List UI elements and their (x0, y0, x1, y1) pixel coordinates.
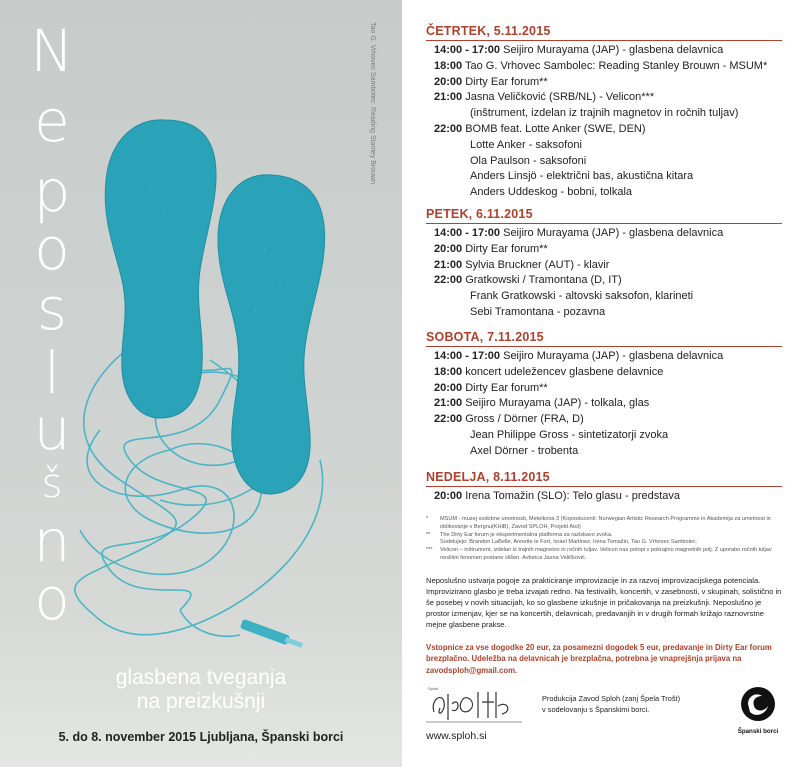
schedule-text: Seijiro Murayama (JAP) - tolkala, glas (462, 397, 650, 410)
schedule-time: 14:00 - 17:00 (434, 227, 501, 239)
schedule-text: Seijiro Murayama (JAP) - glasbena delavnica (500, 44, 724, 56)
schedule-text: Gratkowski / Tramontana (D, IT) (462, 274, 622, 287)
schedule-item (434, 382, 548, 394)
day-heading: PETEK, 6.11.2015 (426, 207, 533, 221)
schedule-item (434, 366, 663, 378)
schedule-item (434, 76, 548, 88)
schedule-item (470, 170, 693, 182)
day-divider (426, 346, 782, 347)
schedule-item (470, 155, 586, 167)
insoles-illustration (40, 100, 370, 660)
schedule-item (434, 123, 646, 135)
title-letter: l (43, 339, 61, 407)
schedule-time: 22:00 (434, 123, 463, 135)
footnote-text: MSUM - muzej sodobne umetnosti, Metelkova 3 (Koproducenti: Norwegian Artistic Research Programme in Akademija za umetnost in oblikovanje v Bergnu(KHiB), Zavod SPLOH, Projekt Atol) (440, 516, 771, 530)
schedule-text: Axel Dörner - trobenta (470, 444, 579, 457)
production-credits (542, 693, 680, 715)
title-letter: o (34, 215, 70, 283)
schedule-text: Dirty Ear forum** (462, 75, 548, 88)
schedule-text: Gross / Dörner (FRA, D) (462, 413, 584, 426)
signature-logo (426, 682, 526, 726)
schedule-item (470, 306, 605, 318)
title-letter: n (33, 507, 71, 575)
day-heading: SOBOTA, 7.11.2015 (426, 330, 544, 344)
day-heading: ČETRTEK, 5.11.2015 (426, 24, 551, 38)
website-link[interactable]: www.sploh.si (426, 730, 487, 742)
footnote-text: Velicon – inštrument, izdelan iz trajnih magnetov in ročnih tuljav. Velicon nas potopi v pokrajino magnetnih polj. Z uporabo ročnih tuljav neslišni fenomen postane slišen. Avtorica Jasna Veličković. (440, 547, 772, 562)
schedule-text: Ola Paulson - saksofoni (470, 154, 587, 167)
footnote (426, 539, 786, 547)
footnote-mark: * (426, 516, 429, 522)
footnote (426, 532, 786, 540)
schedule-item (470, 429, 668, 441)
footnote-mark: ** (426, 531, 431, 538)
schedule-text: BOMB feat. Lotte Anker (SWE, DEN) (462, 123, 646, 135)
title-letter: N (30, 17, 74, 85)
title-letter: s (36, 275, 68, 343)
schedule-time: 20:00 (434, 242, 463, 255)
subtitle-line-1: glasbena tveganja (115, 666, 287, 689)
logo-text: Španski borci (737, 728, 779, 735)
day-heading: NEDELJA, 8.11.2015 (426, 470, 550, 484)
schedule-text: (inštrument, izdelan iz trajnih magnetov in ročnih tuljav) (470, 107, 739, 120)
schedule-text: Irena Tomažin (SLO): Telo glasu - predstava (462, 490, 681, 502)
footnote-text: The Dirty Ear forum je eksperimentalna platforma za raziskavo zvoka. (440, 531, 613, 538)
schedule-item (434, 60, 767, 72)
schedule-item (434, 490, 680, 502)
schedule-item (434, 413, 584, 425)
title-letter: š (41, 461, 63, 507)
schedule-time: 22:00 (434, 413, 463, 426)
schedule-item (434, 350, 723, 362)
schedule-text: Seijiro Murayama (JAP) - glasbena delavnica (500, 227, 724, 239)
schedule-text: Sylvia Bruckner (AUT) - klavir (462, 258, 610, 271)
schedule-time: 14:00 - 17:00 (434, 350, 501, 362)
schedule-text: Jasna Veličković (SRB/NL) - Velicon*** (462, 91, 655, 104)
schedule-time: 18:00 (434, 365, 463, 378)
schedule-time: 20:00 (434, 75, 463, 88)
production-line-1: Produkcija Zavod Sploh (zanj Špela Trošt) (542, 694, 681, 703)
schedule-time: 21:00 (434, 258, 463, 271)
ticket-info: Vstopnice za vse dogodke 20 eur, za posamezni dogodek 5 eur, predavanje in Dirty Ear forum brezplačno. Udeležba na delavnicah je brezplačna, potrebna je vnaprejšnja prijava na zavodsploh@gmail.com. (426, 643, 772, 675)
schedule-text: Seijiro Murayama (JAP) - glasbena delavnica (500, 350, 724, 362)
schedule-item (470, 186, 632, 198)
schedule-text: Dirty Ear forum** (462, 242, 548, 255)
production-line-2: v sodelovanju s Španskimi borci. (542, 705, 650, 715)
schedule-time: 21:00 (434, 397, 463, 410)
schedule-item (470, 139, 582, 151)
schedule-text: koncert udeležencev glasbene delavnice (462, 365, 664, 378)
schedule-item (434, 91, 654, 103)
schedule-time: 14:00 - 17:00 (434, 44, 501, 56)
footnote (426, 547, 786, 563)
schedule-text: Lotte Anker - saksofoni (470, 138, 582, 151)
day-divider (426, 486, 782, 487)
about-text: Neposlušno ustvarja pogoje za prakticiranje improvizacije in za razvoj improvizacijskega potenciala. Improvizirano glasbo je treba izvajati redno. Na festivalih, koncertih, v zasebnosti, v skupinah, solistično in še posebej v novih situacijah, ko so glasbene izkušnje in pričakovanja na preizkušnji. Neposlušno je prostor izmenjav, kjer se na koncertih, delavnicah, predavanjih in v drugih formah križajo raznovrstne mejne glasbene prakse. (426, 576, 782, 629)
schedule-item (434, 397, 649, 409)
signature-mini-label: Sploh (428, 686, 439, 691)
schedule-item (434, 227, 723, 239)
event-date-location: 5. do 8. november 2015 Ljubljana, Španski borci (58, 730, 344, 744)
schedule-time: 21:00 (434, 91, 463, 104)
schedule-item (434, 274, 622, 286)
footnote-mark: *** (426, 547, 433, 554)
schedule-time: 20:00 (434, 381, 463, 394)
plug (240, 619, 303, 648)
title-letter: e (34, 87, 70, 155)
schedule-text: Dirty Ear forum** (462, 381, 548, 394)
schedule-item (470, 107, 738, 119)
schedule-item (470, 445, 578, 457)
title-letter: p (33, 157, 71, 225)
schedule-time: 18:00 (434, 59, 463, 72)
footnote (426, 516, 786, 532)
schedule-item (470, 290, 693, 302)
schedule-item (434, 259, 609, 271)
title-letter: u (33, 395, 71, 463)
schedule-item (434, 44, 723, 56)
day-divider (426, 223, 782, 224)
subtitle-line-2: na preizkušnji (136, 690, 266, 713)
schedule-time: 20:00 (434, 490, 463, 502)
schedule-text: Anders Linsjö - električni bas, akustična kitara (470, 170, 694, 183)
schedule-text: Frank Gratkowski - altovski saksofon, klarineti (470, 290, 694, 303)
spanski-borci-logo (734, 684, 782, 748)
schedule-text: Anders Uddeskog - bobni, tolkala (470, 186, 633, 199)
title-letter: o (34, 565, 70, 633)
footnote-text: Sodelujejo: Brandon LaBelle, Annette le Fort, Israel Martinez, Irena Tomažin, Tao G. Vrhovec Sambolec. (440, 539, 698, 546)
credit-text: Tao G. Vrhovec Sambolec: Reading Stanley Brouwn (369, 22, 376, 184)
schedule-text: Sebi Tramontana - pozavna (470, 306, 606, 318)
schedule-time: 22:00 (434, 274, 463, 287)
schedule-text: Tao G. Vrhovec Sambolec: Reading Stanley Brouwn - MSUM* (462, 59, 768, 72)
schedule-item (434, 243, 548, 255)
schedule-text: Jean Philippe Gross - sintetizatorji zvoka (470, 429, 669, 441)
program-panel (402, 0, 800, 767)
day-divider (426, 40, 782, 41)
footnotes (426, 516, 786, 563)
